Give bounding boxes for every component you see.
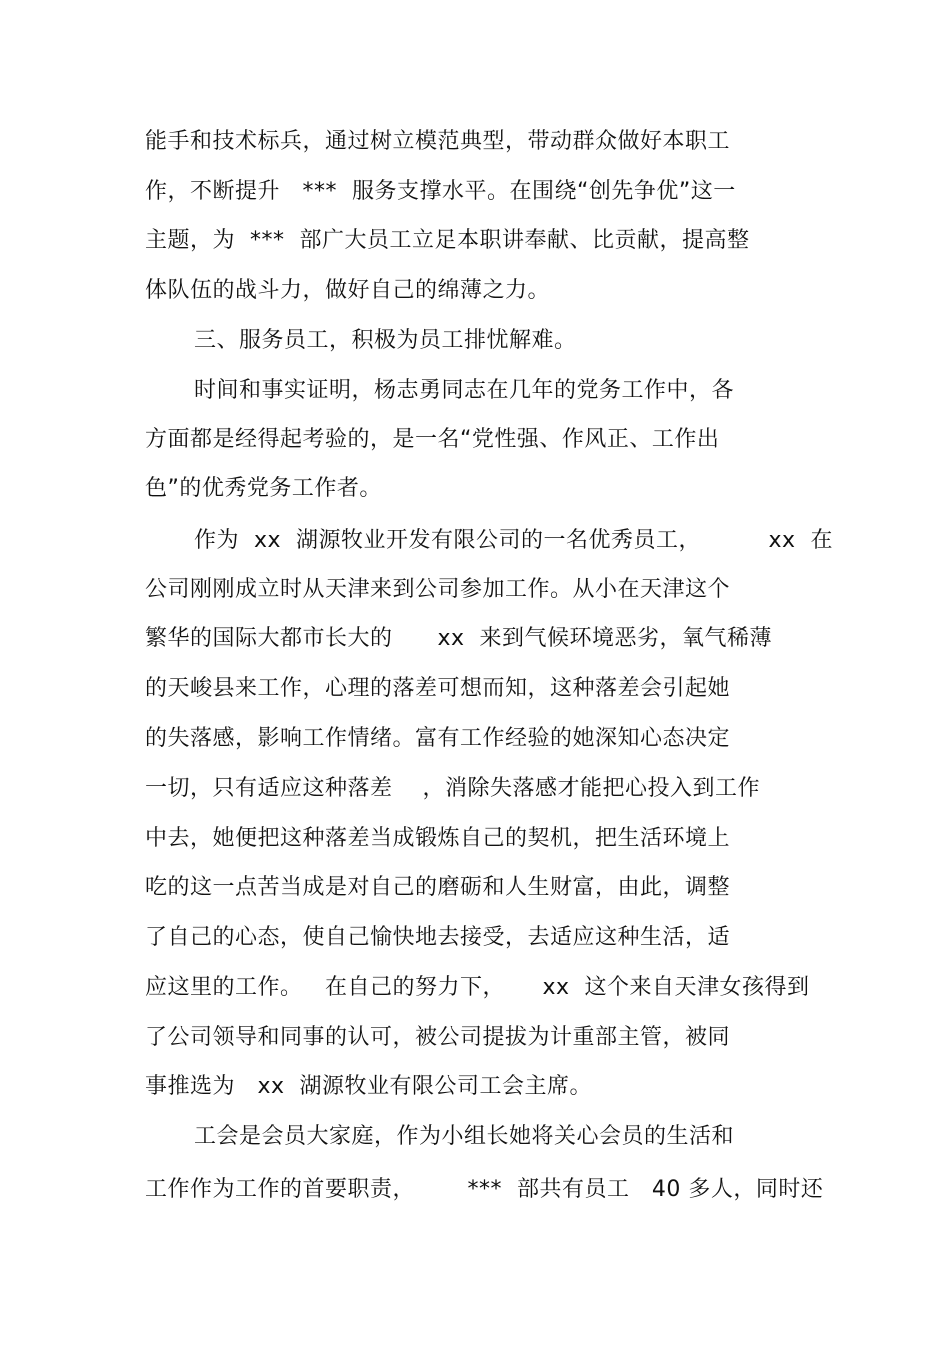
text-line: 方面都是经得起考验的，是一名“党性强、作风正、工作出 [145,427,720,452]
section-heading: 三、服务员工，积极为员工排忧解难。 [194,328,577,353]
text-line: 吃的这一点苦当成是对自己的磨砺和人生财富，由此，调整 [145,875,731,900]
text-line: 了自己的心态，使自己愉快地去接受，去适应这种生活，适 [145,925,731,950]
text-line: 的天峻县来工作，心理的落差可想而知，这种落差会引起她 [145,676,731,701]
text-line: 色”的优秀党务工作者。 [145,476,382,501]
text-line: 了公司领导和同事的认可，被公司提拔为计重部主管，被同 [145,1025,731,1050]
text-line: 体队伍的战斗力，做好自己的绵薄之力。 [145,278,551,303]
text-line: 应这里的工作。 在自己的努力下， xx 这个来自天津女孩得到 [145,975,810,1000]
text-line: 主题，为 *** 部广大员工立足本职讲奉献、比贡献，提高整 [145,228,750,253]
text-line: 的失落感，影响工作情绪。富有工作经验的她深知心态决定 [145,726,731,751]
text-line: 工会是会员大家庭，作为小组长她将关心会员的生活和 [194,1124,735,1149]
text-line: 事推选为 xx 湖源牧业有限公司工会主席。 [145,1074,593,1099]
text-line: 时间和事实证明，杨志勇同志在几年的党务工作中，各 [194,378,735,403]
text-line: 繁华的国际大都市长大的 xx 来到气候环境恶劣，氧气稀薄 [145,626,772,651]
text-line: 能手和技术标兵，通过树立模范典型，带动群众做好本职工 [145,129,731,154]
text-line: 工作作为工作的首要职责， *** 部共有员工 40 多人，同时还 [145,1177,824,1202]
text-line: 作，不断提升 *** 服务支撑水平。在围绕“创先争优”这一 [145,179,736,204]
text-line: 中去，她便把这种落差当成锻炼自己的契机，把生活环境上 [145,826,731,851]
text-line: 一切，只有适应这种落差 ，消除失落感才能把心投入到工作 [145,776,760,801]
text-line: 作为 xx 湖源牧业开发有限公司的一名优秀员工， xx 在 [194,528,833,553]
text-line: 公司刚刚成立时从天津来到公司参加工作。从小在天津这个 [145,577,731,602]
